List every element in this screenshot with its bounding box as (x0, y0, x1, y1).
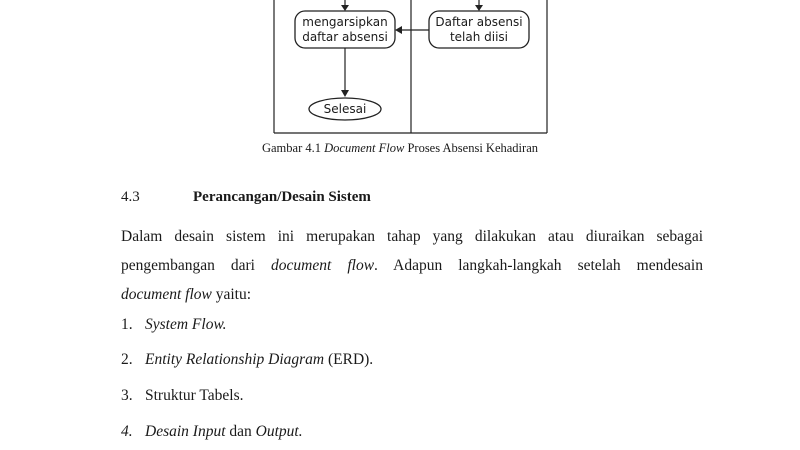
paragraph-line-2 (121, 251, 703, 280)
list-number: 3. (121, 387, 133, 404)
arrowhead-into-archive (341, 5, 349, 11)
body-paragraph (121, 222, 703, 309)
document-filled-line1: Daftar absensi (435, 15, 523, 29)
list-text: Struktur Tabels. (145, 387, 244, 404)
paragraph-line2-text-a: pengembangan dari (121, 257, 272, 274)
list-italic: Entity Relationship Diagram (145, 351, 325, 368)
paragraph-line3-text: yaitu: (211, 286, 252, 303)
paragraph-line-3 (121, 280, 703, 309)
section-number: 4.3 (121, 189, 140, 205)
terminator-end-label: Selesai (323, 102, 367, 116)
list-italic-2: Output. (255, 423, 303, 440)
paragraph-line2-italic: document flow (271, 257, 375, 274)
arrowhead-into-filled (475, 5, 483, 11)
list-number: 4. (121, 423, 133, 440)
arrowhead-filled-to-archive (395, 26, 402, 34)
caption-prefix: Gambar 4.1 (261, 141, 325, 155)
document-flow-diagram (0, 0, 800, 140)
list-item (121, 351, 373, 369)
list-italic: System Flow. (145, 316, 227, 333)
figure-caption (0, 141, 800, 156)
list-number: 2. (121, 351, 133, 368)
list-item (121, 316, 227, 334)
list-item (121, 387, 244, 405)
list-italic: Desain Input (145, 423, 226, 440)
paragraph-line-1: Dalam desain sistem ini merupakan tahap yang dilakukan atau diuraikan sebagai (121, 228, 703, 245)
list-text: (ERD). (324, 351, 374, 368)
section-title: Perancangan/Desain Sistem (193, 189, 371, 205)
arrowhead-archive-to-end (341, 90, 349, 97)
list-text: dan (225, 423, 256, 440)
process-archive-line1: mengarsipkan (302, 15, 388, 29)
process-archive-line2: daftar absensi (302, 30, 388, 44)
paragraph-line2-text-b: . Adapun langkah-langkah setelah mendesain (374, 257, 703, 274)
section-heading (121, 189, 371, 206)
caption-italic: Document Flow (324, 141, 405, 155)
list-item (121, 423, 303, 441)
document-filled-line2: telah diisi (449, 30, 509, 44)
paragraph-line3-italic: document flow (121, 286, 212, 303)
caption-suffix: Proses Absensi Kehadiran (404, 141, 538, 155)
list-number: 1. (121, 316, 133, 333)
